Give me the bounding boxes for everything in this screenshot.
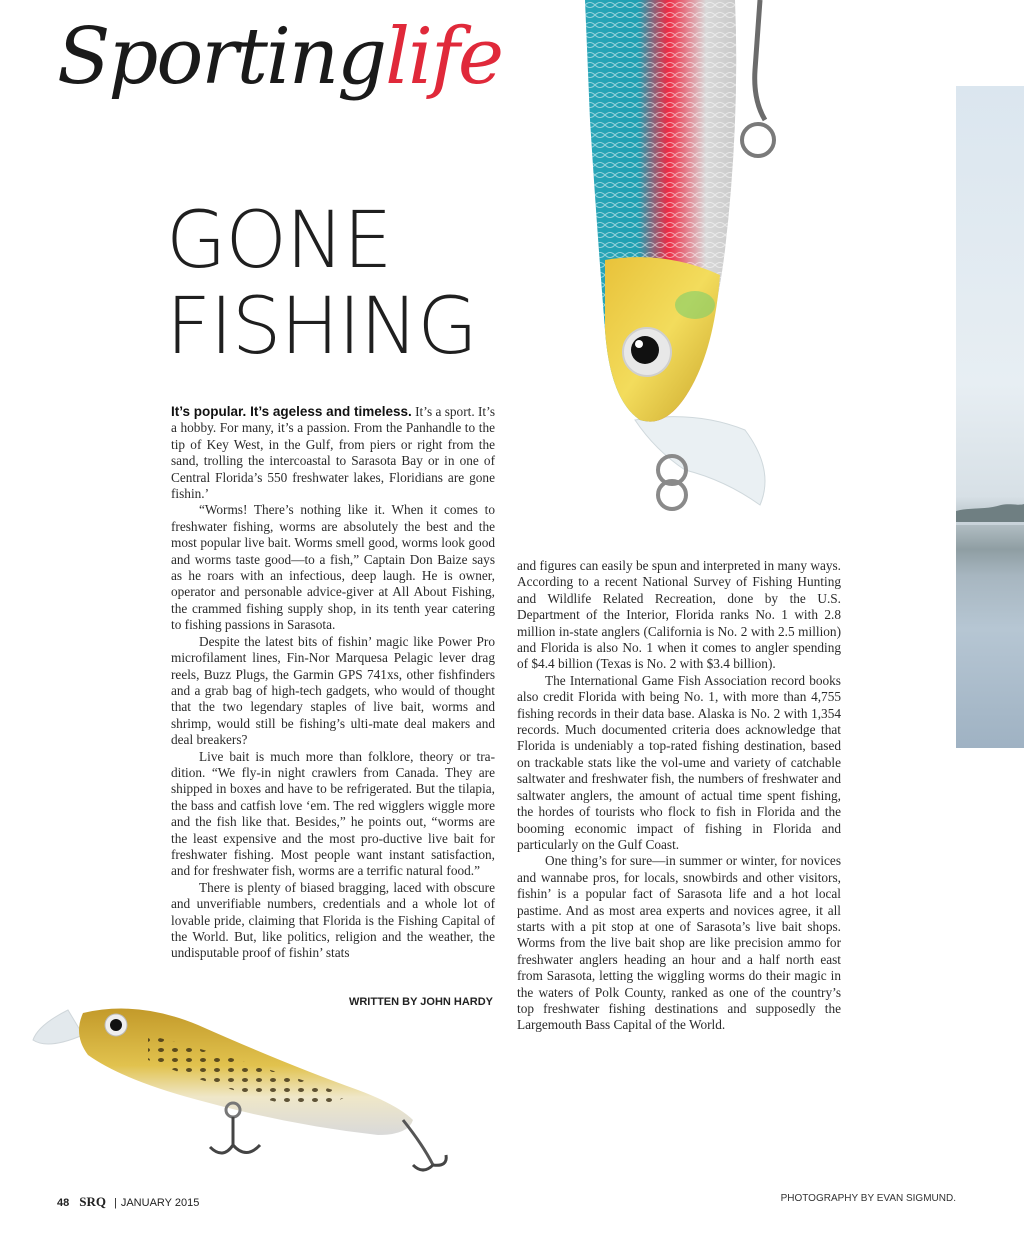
fishing-lure-illustration — [575, 0, 805, 525]
byline: WRITTEN BY JOHN HARDY — [348, 996, 493, 1008]
masthead-word-sporting: Sporting — [57, 12, 386, 102]
masthead-logo — [57, 12, 502, 102]
lake-photo — [956, 86, 1024, 748]
article-paragraph: Live bait is much more than folklore, theory or tra-dition. “We fly-in night crawlers from Canada. They are shipped in boxes and have to be refrigerated. But the tilapia, the bass and catfish love ‘em. The red wigglers wiggle more and the fish like that. Besides,” he points out, “worms are the least expensive and the most pro-ductive live bait for freshwater fishing. Most people want instant satisfaction, and for freshwater fish, worms are a terrific natural food.” — [171, 748, 495, 879]
photo-credit: PHOTOGRAPHY BY EVAN SIGMUND. — [780, 1193, 956, 1204]
article-paragraph: “Worms! There’s nothing like it. When it comes to freshwater fishing, worms are absolutely the best and the most popular live bait. Worms smell good, worms look good and worms taste good—to a fish,” Captain Don Baize says as he roars with an infectious, deep laugh. He is owner, operator and personable advice-giver at All About Fishing, the crammed fishing supply shop, in its tenth year catering to fishing passions in Sarasota. — [171, 502, 495, 633]
article-lead-in: It’s popular. It’s ageless and timeless. — [171, 404, 412, 419]
headline-line-2: FISHING — [166, 282, 477, 372]
masthead-word-life: life — [385, 12, 502, 102]
article-paragraph: and figures can easily be spun and interpreted in many ways. According to a recent National Survey of Fishing Hunting and Wildlife Related Recreation, done by the U.S. Department of the Interior, Florida ranks No. 1 with 2.8 million in-state anglers (California is No. 2 with 2.5 million) and Florida is also No. 1 when it comes to angler spending of $4.4 billion (Texas is No. 2 with $3.4 billion). — [517, 558, 841, 672]
article-paragraph — [171, 404, 495, 502]
magazine-name: SRQ — [79, 1194, 106, 1209]
fishing-lure-photo-bottom — [28, 995, 458, 1185]
article-paragraph: The International Game Fish Association record books also credit Florida with being No. 1, with more than 4,755 fishing records in their data base. Alaska is No. 2 with 1,354 records. Much documented criteria does acknowledge that Florida is undeniably a top-rated fishing destination, based on trackable stats like the vol-ume and variety of catchable saltwater and freshwater fish, the numbers of freshwater and saltwater anglers, the amount of actual time spent fishing, the hordes of tourists who flock to fish in Florida and the booming economic impact of fishing in Florida and particularly on the Gulf Coast. — [517, 672, 841, 852]
page-number: 48 — [57, 1197, 70, 1209]
issue-date: JANUARY 2015 — [120, 1197, 200, 1209]
lake-shoreline-graphic — [956, 86, 1024, 748]
article-paragraph: There is plenty of biased bragging, laced with obscure and unverifiable numbers, credentials and a whole lot of lovable pride, claiming that Florida is the Fishing Capital of the World. But, like politics, religion and the weather, the undisputable proof of fishin’ stats — [171, 879, 495, 961]
article-paragraph: Despite the latest bits of fishin’ magic like Power Pro microfilament lines, Fin-Nor Marquesa Pelagic lever drag reels, Buzz Plugs, the Garmin GPS 741xs, other fishfinders and a grab bag of high-tech gadgets, who would of thought that the two legendary staples of live bait, worms and shrimp, would still be fishing’s ulti-mate deal makers and deal breakers? — [171, 633, 495, 748]
fishing-lure-illustration — [28, 995, 458, 1185]
folio-separator: | — [113, 1197, 117, 1209]
page-folio — [57, 1194, 199, 1210]
article-paragraph-text: It’s a sport. It’s a hobby. For many, it’s a passion. From the Panhandle to the tip of Key West, in the Gulf, from piers or right from the sand, trolling the intercoastal to Sarasota Bay or in one of Central Florida’s 550 freshwater lakes, Floridians are gone fishin.’ — [171, 404, 495, 502]
fishing-lure-photo-top — [575, 0, 805, 525]
article-column-1 — [171, 404, 495, 962]
article-paragraph: One thing’s for sure—in summer or winter, for novices and wannabe pros, for locals, snowbirds and other visitors, fishin’ is a popular fact of Sarasota life and a hot local pastime. And as most area experts and novices agree, it all starts with a pit stop at one of Sarasota’s live bait shops. Worms from the live bait shop are like precision ammo for freshwater anglers heading an hour and a half north east from Sarasota, letting the wiggling worms do their magic in the waters of Polk County, ranked as one of the country’s top freshwater fishing destinations and supposedly the Largemouth Bass Capital of the World. — [517, 853, 841, 1033]
headline-line-1: GONE — [166, 196, 392, 286]
headline — [166, 198, 477, 370]
article-column-2 — [517, 558, 841, 1034]
